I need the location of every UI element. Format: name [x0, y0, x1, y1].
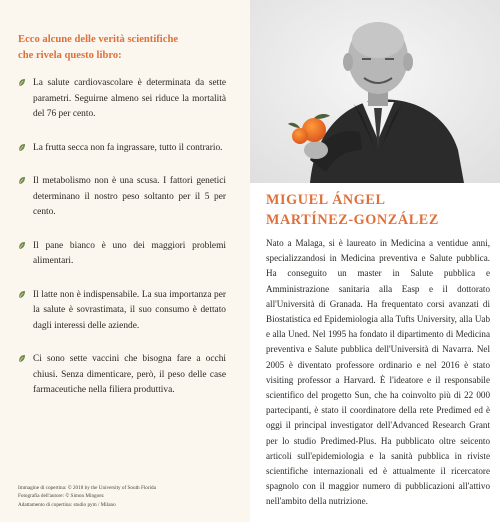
leaf-icon: [18, 290, 26, 299]
truth-text: La frutta secca non fa ingrassare, tutto il contrario.: [33, 142, 223, 153]
author-portrait-illustration: [250, 0, 500, 183]
truth-text: Il pane bianco è uno dei maggiori problemi alimentari.: [33, 240, 226, 266]
list-item: [18, 352, 226, 399]
author-name-line1: MIGUEL ÁNGEL: [266, 192, 386, 208]
list-item: [18, 174, 226, 221]
author-bio: Nato a Malaga, si è laureato in Medicina a ventidue anni, specializzandosi in Medicina preventiva e Salute pubblica. Ha conseguito un master in Salute pubblica e Amministrazione sanitaria alla Easp e il dottorato all'Università di Granada. Ha frequentato corsi avanzati di Biostatistica ed Epidemiologia alla Tufts University, alla Uab e alla Uned. Nel 1995 ha fondato il dipartimento di Medicina preventiva e Salute pubblica dell'Università di Navarra. Nel 2005 è diventato professore ordinario e nel 2016 è stato visiting professor a Harvard. È l'ideatore e il responsabile scientifico del progetto Sun, che ha coinvolto più di 22 000 partecipanti, è stato il coordinatore della rete Predimed ed è oggi il principal investigator dell'Advanced Research Grant per lo studio Predimed-Plus. Ha pubblicato oltre seicento articoli sull'epidemiologia e la sanità pubblica in riviste scientifiche internazionali ed è attualmente il ricercatore spagnolo con il maggior numero di pubblicazioni all'attivo nell'ambito della nutrizione.: [266, 238, 490, 507]
credit-photo: Fotografia dell'autore: © Simon Mingoez: [18, 493, 104, 500]
truths-heading: [18, 32, 226, 64]
leaf-icon: [18, 241, 26, 250]
list-item: [18, 141, 226, 157]
right-panel: [250, 0, 500, 522]
author-photo: [250, 0, 500, 183]
cover-credits: [18, 484, 238, 509]
truth-text: Ci sono sette vaccini che bisogna fare a occhi chiusi. Senza dimenticare, però, il peso delle case farmaceutiche nella filiera produttiva.: [33, 354, 226, 395]
truths-heading-line2: che rivela questo libro:: [18, 50, 122, 61]
credit-adaptation: Adattamento di copertina: studio pym / Milano: [18, 501, 116, 508]
truth-text: Il metabolismo non è una scusa. I fattori genetici determinano il nostro peso soltanto per il 5 per cento.: [33, 176, 226, 217]
author-name: [266, 190, 490, 230]
truth-text: Il latte non è indispensabile. La sua importanza per la salute è sovrastimata, il suo consumo è dettato dagli interessi delle aziende.: [33, 289, 226, 331]
truths-heading-line1: Ecco alcune delle verità scientifiche: [18, 34, 179, 45]
truths-list: [18, 76, 226, 399]
leaf-icon: [18, 354, 26, 363]
leaf-icon: [18, 78, 26, 87]
list-item: [18, 239, 226, 270]
truth-text: La salute cardiovascolare è determinata da sette parametri. Seguirne almeno sei riduce la mortalità del 76 per cento.: [33, 78, 226, 119]
leaf-icon: [18, 143, 26, 152]
leaf-icon: [18, 176, 26, 185]
author-name-line2: MARTÍNEZ-GONZÁLEZ: [266, 212, 439, 228]
credit-image: Immagine di copertina: © 2018 by the University of South Florida: [18, 485, 156, 491]
list-item: [18, 76, 226, 123]
list-item: [18, 288, 226, 335]
